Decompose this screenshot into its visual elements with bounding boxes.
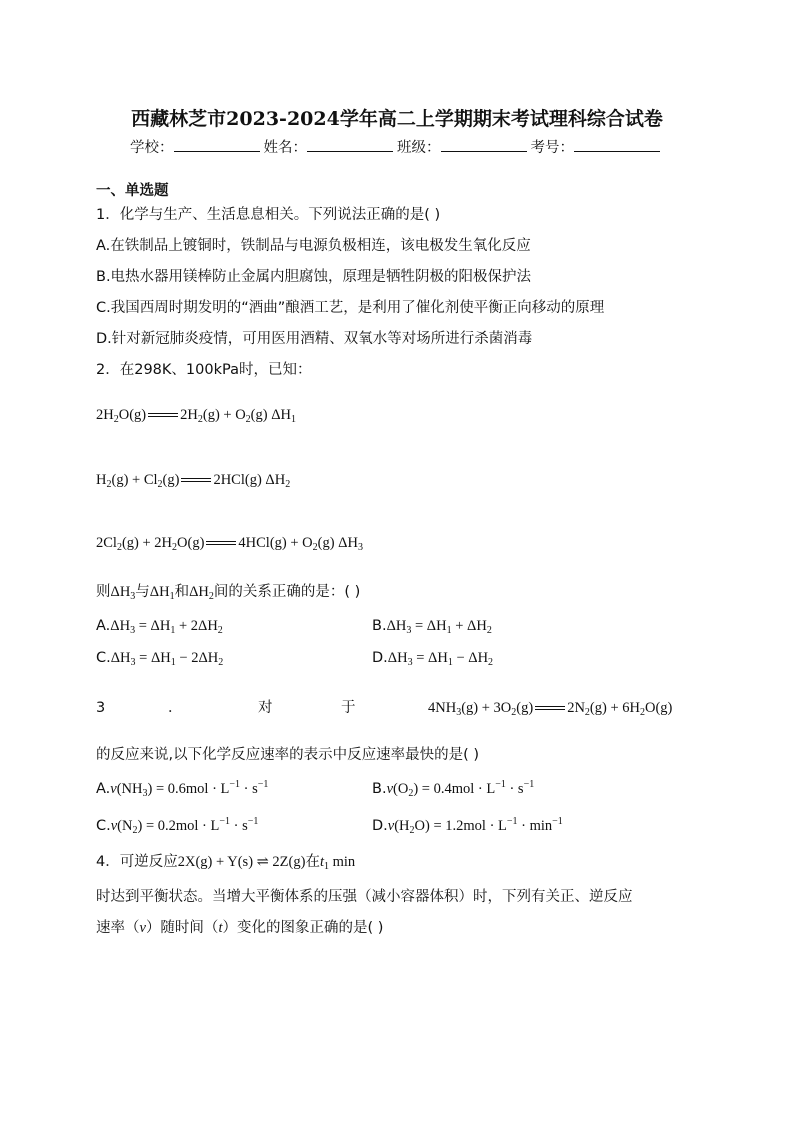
q2-equation-1: $2H_2O(g) 2H_2(g) + O_2(g)$ $\Delta H_1$ [96,407,296,425]
q3-yu: 于 [341,700,356,716]
q3-option-c: $C.v(N_2) = 0.2mol \cdot L^{-1} \cdot s^{-1}$ [96,816,259,836]
q2-option-b: $B.\Delta H_3 = \Delta H_1 + \Delta H_2$ [372,618,492,636]
q2-option-d: $D.\Delta H_3 = \Delta H_1 - \Delta H_2$ [372,650,494,668]
q2-equation-3: $2Cl_2(g) + 2H_2O(g) 4HCl(g) + O_2(g)$ $\Delta H_3$ [96,535,363,553]
q1-stem: 1．化学与生产、生活息息相关。下列说法正确的是( ) [96,207,441,223]
q2-stem: 2．在298K、100kPa时，已知： [96,362,312,378]
q1-option-c: C.我国西周时期发明的“酒曲”酿酒工艺，是利用了催化剂使平衡正向移动的原理 [96,300,605,316]
exam-no-blank[interactable] [574,138,660,152]
class-blank[interactable] [441,138,527,152]
school-blank[interactable] [174,138,260,152]
student-info-line [0,136,794,157]
q3-dot: ． [168,700,183,716]
exam-no-label: 考号： [530,140,574,156]
page-title: 西藏林芝市2023-2024学年高二上学期期末考试理科综合试卷 [131,108,663,130]
q2-option-c: $C.\Delta H_3 = \Delta H_1 - 2\Delta H_2$ [96,650,224,668]
q1-option-a: A.在铁制品上镀铜时，铁制品与电源负极相连，该电极发生氧化反应 [96,238,531,254]
q2-option-a: $A.\Delta H_3 = \Delta H_1 + 2\Delta H_2$ [96,618,223,636]
q3-option-a: $A.v(NH_3) = 0.6mol \cdot L^{-1} \cdot s^{-1}$ [96,779,269,799]
q4-stem: 4．可逆反应2X(g) + Y(s) ⇌ 2Z(g)在$t_1$ min [96,854,356,872]
name-label: 姓名： [263,140,307,156]
school-label: 学校： [130,140,174,156]
q3-equation: $4NH_3(g) + 3O_2(g) 2N_2(g) + 6H_2O(g)$ [428,700,673,718]
class-label: 班级： [397,140,441,156]
q4-line-3: 速率（v）随时间（t）变化的图象正确的是( ) [96,920,384,936]
name-blank[interactable] [307,138,393,152]
q4-line-2: 时达到平衡状态。当增大平衡体系的压强（减小容器体积）时，下列有关正、逆反应 [96,889,633,905]
section-heading: 一、单选题 [96,183,169,199]
q3-dui: 对 [258,700,273,716]
q2-equation-2: $H_2(g) + Cl_2(g)$ 2HCl(g) $\Delta H_2$ [96,472,291,490]
q2-ask: 则$\Delta H_3$与$\Delta H_1$和$\Delta H_2$间的关系正确的是：( ) [96,584,361,602]
q1-option-d: D.针对新冠肺炎疫情，可用医用酒精、双氧水等对场所进行杀菌消毒 [96,331,533,347]
q3-option-b: $B.v(O_2) = 0.4mol \cdot L^{-1} \cdot s^{-1}$ [372,779,535,799]
q3-stem: 的反应来说,以下化学反应速率的表示中反应速率最快的是( ) [96,747,480,763]
q3-number: 3 [96,700,106,716]
q3-option-d: $D.v(H_2O) = 1.2mol \cdot L^{-1} \cdot \min^{-1}$ [372,816,563,836]
q1-option-b: B.电热水器用镁棒防止金属内胆腐蚀，原理是牺牲阴极的阳极保护法 [96,269,532,285]
